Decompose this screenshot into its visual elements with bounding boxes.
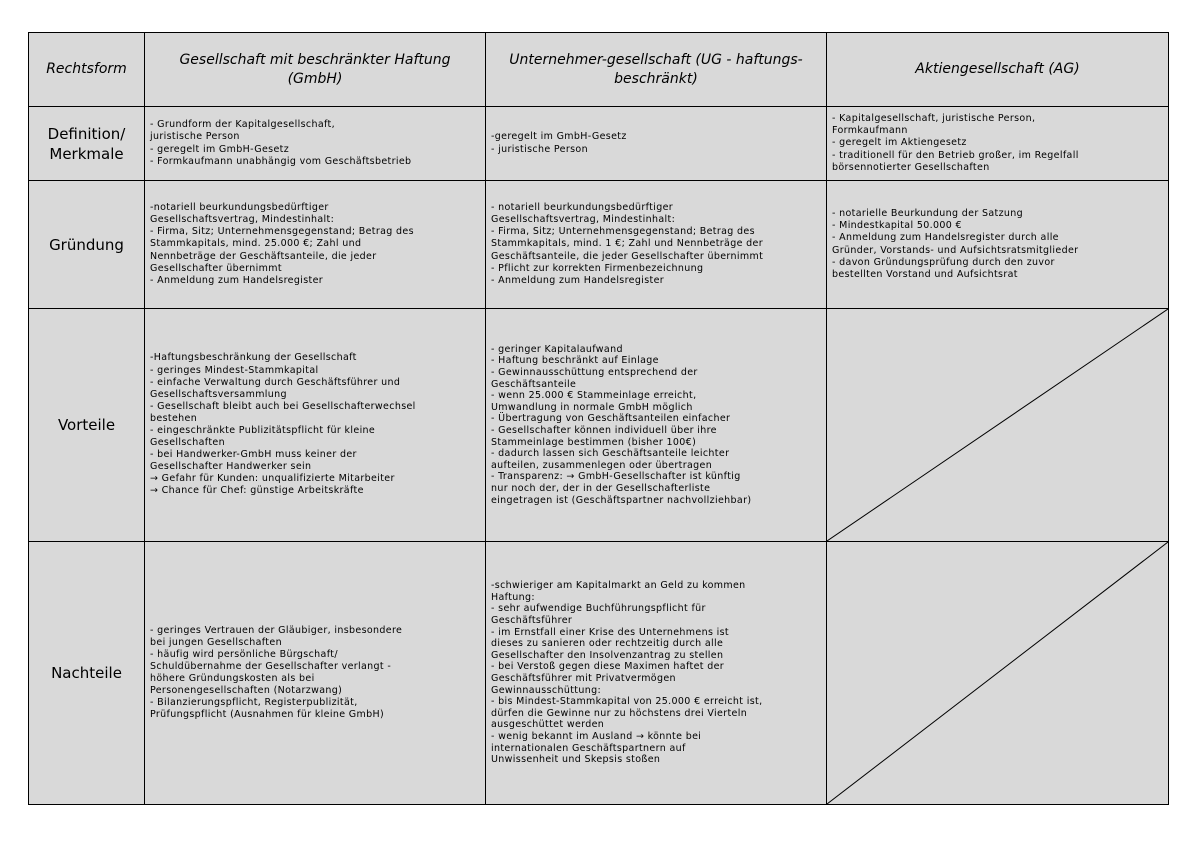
cell-line: Haftung: — [491, 591, 535, 603]
cell-line: Gründer, Vorstands- und Aufsichtsratsmitglieder — [832, 244, 1079, 256]
cell-line: - bis Mindest-Stammkapital von 25.000 € erreicht ist, — [491, 696, 763, 708]
comparison-table — [28, 32, 1169, 805]
cell-line: - juristische Person — [491, 143, 588, 155]
cell-line: -schwieriger am Kapitalmarkt an Geld zu kommen — [491, 580, 746, 592]
cell-line: Prüfungspflicht (Ausnahmen für kleine GmbH) — [150, 709, 385, 721]
cell-line: Unwissenheit und Skepsis stoßen — [491, 754, 661, 766]
cell-line: - dadurch lassen sich Geschäftsanteile leichter — [491, 448, 730, 460]
cell-line: Nennbeträge der Geschäftsanteile, die jeder — [150, 250, 377, 262]
row-label: Definition/ Merkmale — [29, 107, 145, 181]
cell-line: - wenig bekannt im Ausland → könnte bei — [491, 730, 702, 742]
cell-line: - Pflicht zur korrekten Firmenbezeichnung — [491, 262, 704, 274]
cell-ag — [827, 107, 1169, 181]
header-row — [29, 33, 1169, 107]
cell-line: - im Ernstfall einer Krise des Unternehmens ist — [491, 626, 729, 638]
cell-line: - Haftung beschränkt auf Einlage — [491, 355, 659, 367]
header-gmbh: Gesellschaft mit beschränkter Haftung (GmbH) — [145, 33, 486, 107]
cell-line: - bei Handwerker-GmbH muss keiner der — [150, 449, 357, 461]
cell-line: eingetragen ist (Geschäftspartner nachvollziehbar) — [491, 494, 752, 506]
cell-line: - geringes Vertrauen der Gläubiger, insbesondere — [150, 624, 403, 636]
cell-line: - sehr aufwendige Buchführungspflicht für — [491, 603, 706, 615]
cell-line: Umwandlung in normale GmbH möglich — [491, 401, 693, 413]
cell-line: höhere Gründungskosten als bei — [150, 673, 315, 684]
cell-line: Geschäftsführer mit Privatvermögen — [491, 673, 676, 684]
cell-line: - Firma, Sitz; Unternehmensgegenstand; Betrag des — [491, 226, 755, 238]
cell-line: Schuldübernahme der Gesellschafter verlangt - — [150, 660, 392, 672]
cell-line: - Transparenz: → GmbH-Gesellschafter ist künftig — [491, 471, 741, 483]
cell-line: → Gefahr für Kunden: unqualifizierte Mitarbeiter — [150, 473, 395, 485]
cell-line: Gesellschafter übernimmt — [150, 262, 282, 274]
row-gruendung — [29, 181, 1169, 309]
cell-line: - Grundform der Kapitalgesellschaft, — [150, 119, 335, 131]
cell-line: - Formkaufmann unabhängig vom Geschäftsbetrieb — [150, 155, 412, 167]
cell-line: - Mindestkapital 50.000 € — [832, 220, 962, 232]
cell-line: - Kapitalgesellschaft, juristische Person, — [832, 113, 1036, 125]
cell-line: - Anmeldung zum Handelsregister durch alle — [832, 232, 1059, 244]
cell-line: -geregelt im GmbH-Gesetz — [491, 131, 627, 143]
cell-line: aufteilen, zusammenlegen oder übertragen — [491, 459, 713, 471]
cell-line: internationalen Geschäftspartnern auf — [491, 742, 686, 754]
cell-line: ausgeschüttet werden — [491, 719, 605, 731]
cell-gmbh — [145, 107, 486, 181]
cell-line: bei jungen Gesellschaften — [150, 636, 282, 648]
cell-line: - notariell beurkundungsbedürftiger — [491, 202, 674, 214]
cell-line: bestehen — [150, 412, 198, 424]
cell-line: - Gesellschaft bleibt auch bei Gesellschafterwechsel — [150, 400, 416, 412]
cell-line: - wenn 25.000 € Stammeinlage erreicht, — [491, 390, 697, 402]
cell-line: - Gesellschafter können individuell über ihre — [491, 425, 717, 436]
row-definition — [29, 107, 1169, 181]
cell-ag-empty — [827, 309, 1169, 542]
cell-line: - bei Verstoß gegen diese Maximen haftet der — [491, 661, 725, 673]
diagonal-strike — [827, 309, 1168, 541]
cell-line: - häufig wird persönliche Bürgschaft/ — [150, 648, 338, 660]
cell-line: Geschäftsführer — [491, 615, 573, 627]
header-ag: Aktiengesellschaft (AG) — [827, 33, 1169, 107]
cell-ug — [486, 107, 827, 181]
row-label: Nachteile — [29, 542, 145, 805]
cell-line: dürfen die Gewinne nur zu höchstens drei Vierteln — [491, 707, 748, 719]
cell-ag-empty — [827, 542, 1169, 805]
cell-line: nur noch der, der in der Gesellschafterliste — [491, 482, 711, 494]
cell-line: Stammkapitals, mind. 25.000 €; Zahl und — [150, 238, 362, 250]
cell-line: - Anmeldung zum Handelsregister — [491, 274, 665, 286]
cell-line: Gesellschaftsvertrag, Mindestinhalt: — [491, 214, 676, 226]
cell-line: bestellten Vorstand und Aufsichtsrat — [832, 268, 1018, 280]
row-label: Vorteile — [29, 309, 145, 542]
cell-line: Gesellschafter Handwerker sein — [150, 461, 312, 473]
cell-line: Personengesellschaften (Notarzwang) — [150, 685, 343, 697]
cell-line: - geringer Kapitalaufwand — [491, 343, 623, 355]
cell-gmbh — [145, 542, 486, 805]
cell-gmbh — [145, 181, 486, 309]
cell-line: - einfache Verwaltung durch Geschäftsführer und — [150, 376, 401, 388]
cell-ag — [827, 181, 1169, 309]
cell-line: dieses zu sanieren oder rechtzeitig durch alle — [491, 638, 724, 650]
cell-gmbh — [145, 309, 486, 542]
cell-line: börsennotierter Gesellschaften — [832, 161, 990, 173]
cell-line: Gesellschafter den Insolvenzantrag zu stellen — [491, 649, 724, 661]
cell-line: - geringes Mindest-Stammkapital — [150, 364, 319, 376]
cell-line: Gesellschaftsvertrag, Mindestinhalt: — [150, 214, 335, 226]
row-vorteile — [29, 309, 1169, 542]
cell-line: - geregelt im Aktiengesetz — [832, 137, 967, 149]
cell-line: -notariell beurkundungsbedürftiger — [150, 202, 329, 214]
diagonal-strike — [827, 542, 1168, 804]
header-rechtsform: Rechtsform — [29, 33, 145, 107]
cell-ug — [486, 181, 827, 309]
cell-line: -Haftungsbeschränkung der Gesellschaft — [150, 352, 357, 364]
cell-line: Geschäftsanteile, die jeder Gesellschafter übernimmt — [491, 250, 764, 262]
row-nachteile — [29, 542, 1169, 805]
cell-line: Stammkapitals, mind. 1 €; Zahl und Nennbeträge der — [491, 238, 763, 250]
cell-line: - Gewinnausschüttung entsprechend der — [491, 367, 698, 379]
cell-line: - Firma, Sitz; Unternehmensgegenstand; Betrag des — [150, 226, 414, 238]
row-label: Gründung — [29, 181, 145, 309]
cell-line: - Übertragung von Geschäftsanteilen einfacher — [491, 413, 731, 425]
cell-line: - notarielle Beurkundung der Satzung — [832, 208, 1024, 220]
cell-line: Gesellschaften — [150, 437, 225, 449]
cell-line: - Bilanzierungspflicht, Registerpublizität, — [150, 697, 358, 709]
cell-line: Gesellschaftsversammlung — [150, 388, 287, 400]
cell-line: juristische Person — [150, 131, 240, 143]
cell-ug — [486, 309, 827, 542]
cell-line: - geregelt im GmbH-Gesetz — [150, 143, 290, 155]
header-ug: Unternehmer-gesellschaft (UG - haftungs-beschränkt) — [486, 33, 827, 107]
cell-ug — [486, 542, 827, 805]
cell-line: - traditionell für den Betrieb großer, im Regelfall — [832, 149, 1079, 161]
cell-line: Formkaufmann — [832, 125, 908, 137]
cell-line: Stammeinlage bestimmen (bisher 100€) — [491, 436, 697, 448]
cell-line: → Chance für Chef: günstige Arbeitskräfte — [150, 485, 364, 497]
cell-line: - eingeschränkte Publizitätspflicht für kleine — [150, 425, 376, 436]
cell-line: - davon Gründungsprüfung durch den zuvor — [832, 256, 1055, 268]
cell-line: - Anmeldung zum Handelsregister — [150, 274, 324, 286]
cell-line: Gewinnausschüttung: — [491, 684, 602, 696]
cell-line: Geschäftsanteile — [491, 378, 577, 390]
